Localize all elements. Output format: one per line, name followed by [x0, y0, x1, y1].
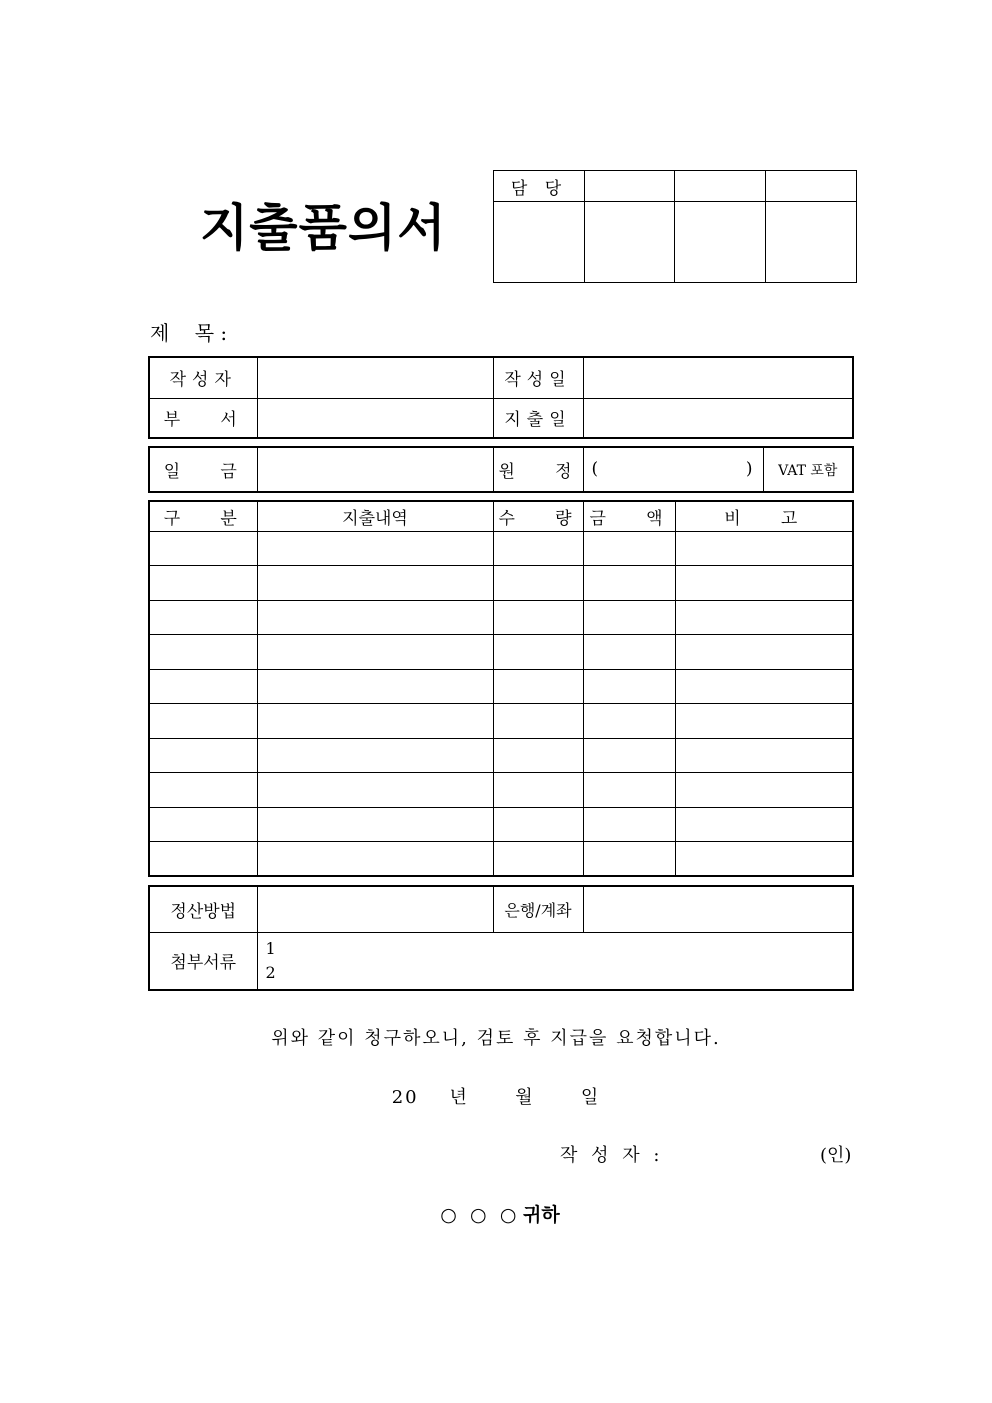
table-cell[interactable]	[675, 635, 853, 670]
approval-sign-cell[interactable]	[494, 202, 585, 283]
department-field[interactable]	[257, 398, 493, 438]
attachments-field[interactable]	[257, 932, 853, 990]
table-cell[interactable]	[583, 773, 675, 808]
request-statement: 위와 같이 청구하오니, 검토 후 지급을 요청합니다.	[271, 1028, 721, 1049]
table-cell[interactable]	[257, 566, 493, 601]
amount-label: 일 금	[149, 447, 257, 492]
table-cell[interactable]	[583, 738, 675, 773]
table-cell[interactable]	[257, 842, 493, 877]
table-row	[149, 773, 853, 808]
table-cell[interactable]	[583, 600, 675, 635]
amount-table	[148, 446, 854, 493]
table-cell[interactable]	[583, 704, 675, 739]
paren-open: (	[591, 459, 599, 479]
author-line-label: 작 성 자 :	[560, 1145, 664, 1166]
expense-date-field[interactable]	[583, 398, 853, 438]
table-row	[149, 635, 853, 670]
approval-sign-cell[interactable]	[585, 202, 675, 283]
header-remarks: 비 고	[675, 501, 853, 531]
table-cell[interactable]	[149, 704, 257, 739]
table-cell[interactable]	[493, 842, 583, 877]
date-written-label: 작성일	[493, 357, 583, 398]
recipient-line: ○ ○ ○ 귀하	[440, 1204, 560, 1226]
table-cell[interactable]	[583, 531, 675, 566]
table-cell[interactable]	[493, 704, 583, 739]
table-cell[interactable]	[149, 807, 257, 842]
bank-account-field[interactable]	[583, 886, 853, 932]
items-table	[148, 500, 854, 877]
payment-table	[148, 885, 854, 991]
table-cell[interactable]	[493, 773, 583, 808]
date-line: 20 년 월 일	[391, 1087, 601, 1108]
table-cell[interactable]	[493, 807, 583, 842]
attachments-label: 첨부서류	[149, 932, 257, 990]
author-label: 작성자	[149, 357, 257, 398]
paren-close: )	[745, 459, 753, 479]
table-cell[interactable]	[493, 531, 583, 566]
info-table	[148, 356, 854, 439]
document-title: 지출품의서	[200, 199, 447, 257]
table-cell[interactable]	[493, 566, 583, 601]
table-cell[interactable]	[583, 566, 675, 601]
table-cell[interactable]	[149, 773, 257, 808]
date-written-field[interactable]	[583, 357, 853, 398]
table-cell[interactable]	[149, 600, 257, 635]
table-cell[interactable]	[675, 531, 853, 566]
expense-date-label: 지출일	[493, 398, 583, 438]
table-cell[interactable]	[149, 566, 257, 601]
table-cell[interactable]	[257, 531, 493, 566]
payment-method-field[interactable]	[257, 886, 493, 932]
header-amount: 금 액	[583, 501, 675, 531]
table-row	[149, 669, 853, 704]
header-description: 지출내역	[257, 501, 493, 531]
approval-label: 담 당	[494, 171, 585, 202]
table-cell[interactable]	[493, 738, 583, 773]
table-cell[interactable]	[675, 669, 853, 704]
table-cell[interactable]	[675, 566, 853, 601]
table-cell[interactable]	[493, 600, 583, 635]
header-category: 구 분	[149, 501, 257, 531]
table-cell[interactable]	[583, 635, 675, 670]
approval-title-cell[interactable]	[766, 171, 857, 202]
table-cell[interactable]	[675, 600, 853, 635]
table-cell[interactable]	[675, 842, 853, 877]
attachment-item: 2	[265, 962, 276, 982]
table-row	[149, 531, 853, 566]
table-cell[interactable]	[149, 842, 257, 877]
table-cell[interactable]	[149, 635, 257, 670]
payment-method-label: 정산방법	[149, 886, 257, 932]
bank-account-label: 은행/계좌	[493, 886, 583, 932]
attachment-item: 1	[265, 938, 276, 958]
approval-sign-cell[interactable]	[675, 202, 766, 283]
table-cell[interactable]	[675, 807, 853, 842]
seal-mark: (인)	[820, 1145, 852, 1166]
table-cell[interactable]	[257, 669, 493, 704]
table-row	[149, 842, 853, 877]
won-label: 원 정	[493, 447, 583, 492]
table-cell[interactable]	[675, 704, 853, 739]
table-cell[interactable]	[257, 773, 493, 808]
table-cell[interactable]	[583, 669, 675, 704]
table-cell[interactable]	[257, 807, 493, 842]
table-cell[interactable]	[583, 842, 675, 877]
table-cell[interactable]	[257, 704, 493, 739]
table-row	[149, 600, 853, 635]
table-row	[149, 704, 853, 739]
table-cell[interactable]	[493, 635, 583, 670]
approval-box	[493, 170, 857, 283]
table-cell[interactable]	[149, 738, 257, 773]
header-quantity: 수 량	[493, 501, 583, 531]
table-cell[interactable]	[257, 635, 493, 670]
table-cell[interactable]	[675, 738, 853, 773]
approval-title-cell[interactable]	[585, 171, 675, 202]
author-field[interactable]	[257, 357, 493, 398]
approval-title-cell[interactable]	[675, 171, 766, 202]
table-cell[interactable]	[257, 738, 493, 773]
table-cell[interactable]	[257, 600, 493, 635]
department-label: 부 서	[149, 398, 257, 438]
table-row	[149, 738, 853, 773]
table-cell[interactable]	[493, 669, 583, 704]
table-cell[interactable]	[149, 531, 257, 566]
table-cell[interactable]	[675, 773, 853, 808]
vat-label: VAT 포함	[763, 447, 853, 492]
table-row	[149, 807, 853, 842]
amount-paren-field[interactable]	[583, 447, 763, 492]
table-cell[interactable]	[583, 807, 675, 842]
subject-label: 제 목 :	[150, 321, 228, 345]
table-row	[149, 566, 853, 601]
amount-field[interactable]	[257, 447, 493, 492]
approval-sign-cell[interactable]	[766, 202, 857, 283]
table-cell[interactable]	[149, 669, 257, 704]
